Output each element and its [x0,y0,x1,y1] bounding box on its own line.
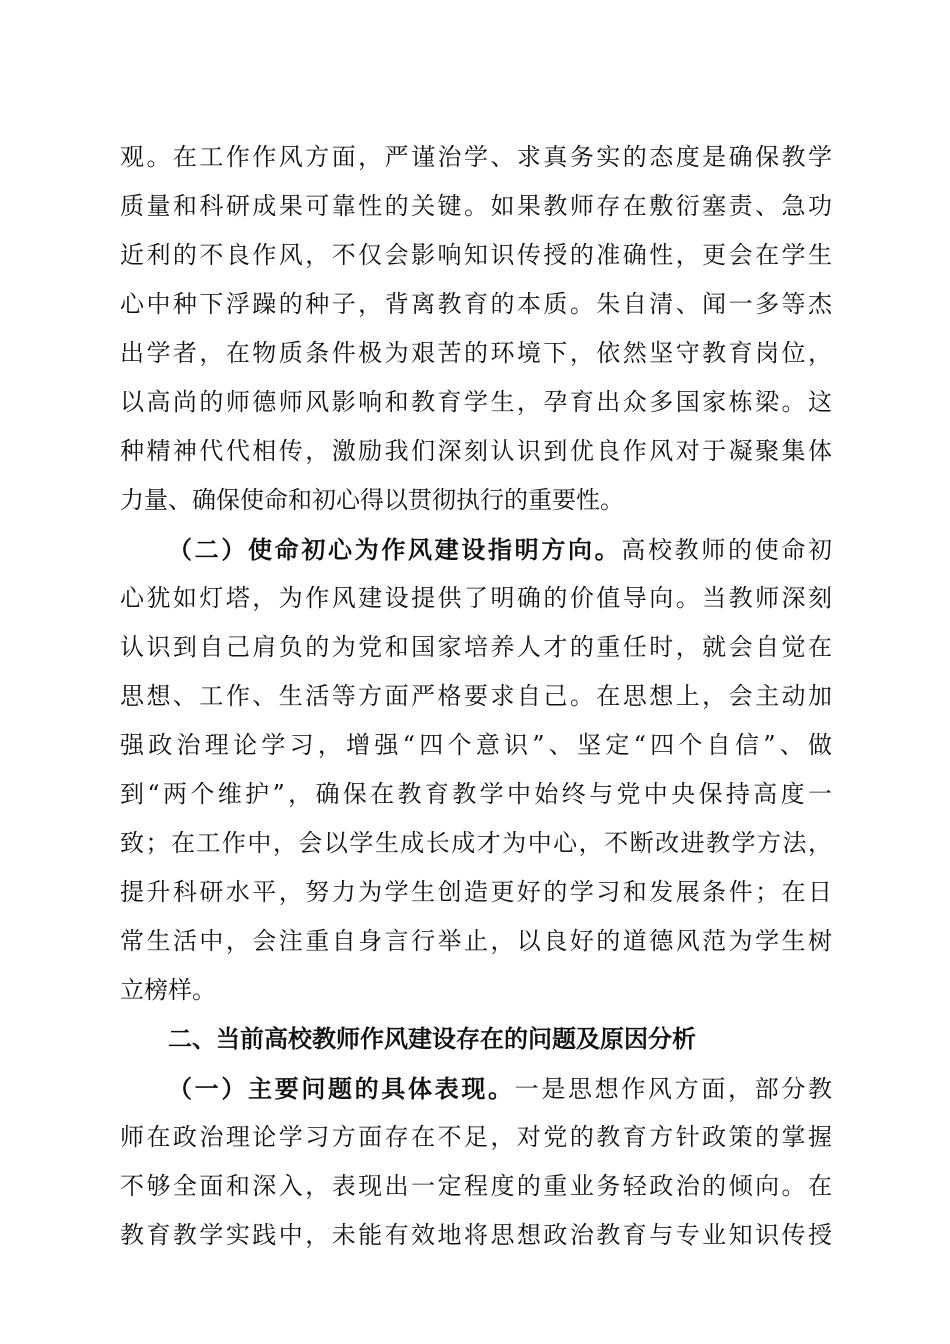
section-heading: 二、当前高校教师作风建设存在的问题及原因分析 [168,1025,696,1053]
paragraph-2 [120,525,832,1015]
paragraph-line: 致；在工作中，会以学生成长成才为中心，不断改进教学方法， [120,829,832,857]
paragraph-first-line-text: 高校教师的使命初 [621,536,833,564]
paragraph-line: 力量、确保使命和初心得以贯彻执行的重要性。 [120,486,624,514]
paragraph-line: 到“两个维护”，确保在教育教学中始终与党中央保持高度一 [120,780,832,808]
paragraph-line: 质量和科研成果可靠性的关键。如果教师存在敷衍塞责、急功 [120,192,832,220]
paragraph-line: 常生活中，会注重自身言行举止，以良好的道德风范为学生树 [120,927,832,955]
paragraph-line: 种精神代代相传，激励我们深刻认识到优良作风对于凝聚集体 [120,437,832,465]
paragraph-3 [120,1064,832,1260]
paragraph-lead-heading: （一）主要问题的具体表现。 [168,1074,515,1103]
paragraph-line: 教育教学实践中，未能有效地将思想政治教育与专业知识传授 [120,1221,832,1249]
document-body [120,133,832,1260]
paragraph-1 [120,133,832,525]
paragraph-line: 心犹如灯塔，为作风建设提供了明确的价值导向。当教师深刻 [120,584,832,612]
paragraph-first-line [120,525,832,574]
paragraph-line: 思想、工作、生活等方面严格要求自己。在思想上，会主动加 [120,682,832,710]
paragraph-lead-heading: （二）使命初心为作风建设指明方向。 [168,535,622,564]
paragraph-line: 强政治理论学习，增强“四个意识”、坚定“四个自信”、做 [120,731,832,759]
paragraph-line: 观。在工作作风方面，严谨治学、求真务实的态度是确保教学 [120,143,832,171]
paragraph-line: 近利的不良作风，不仅会影响知识传授的准确性，更会在学生 [120,241,832,269]
paragraph-line: 不够全面和深入，表现出一定程度的重业务轻政治的倾向。在 [120,1172,832,1200]
paragraph-first-line-text: 一是思想作风方面，部分教 [514,1075,833,1103]
paragraph-line: 认识到自己肩负的为党和国家培养人才的重任时，就会自觉在 [120,633,832,661]
paragraph-line: 以高尚的师德师风影响和教育学生，孕育出众多国家栋梁。这 [120,388,832,416]
paragraph-line: 师在政治理论学习方面存在不足，对党的教育方针政策的掌握 [120,1123,832,1151]
paragraph-first-line [120,1064,832,1113]
paragraph-line: 出学者，在物质条件极为艰苦的环境下，依然坚守教育岗位， [120,339,832,367]
paragraph-line: 心中种下浮躁的种子，背离教育的本质。朱自清、闻一多等杰 [120,290,832,318]
paragraph-line: 提升科研水平，努力为学生创造更好的学习和发展条件；在日 [120,878,832,906]
paragraph-line: 立榜样。 [120,976,216,1004]
